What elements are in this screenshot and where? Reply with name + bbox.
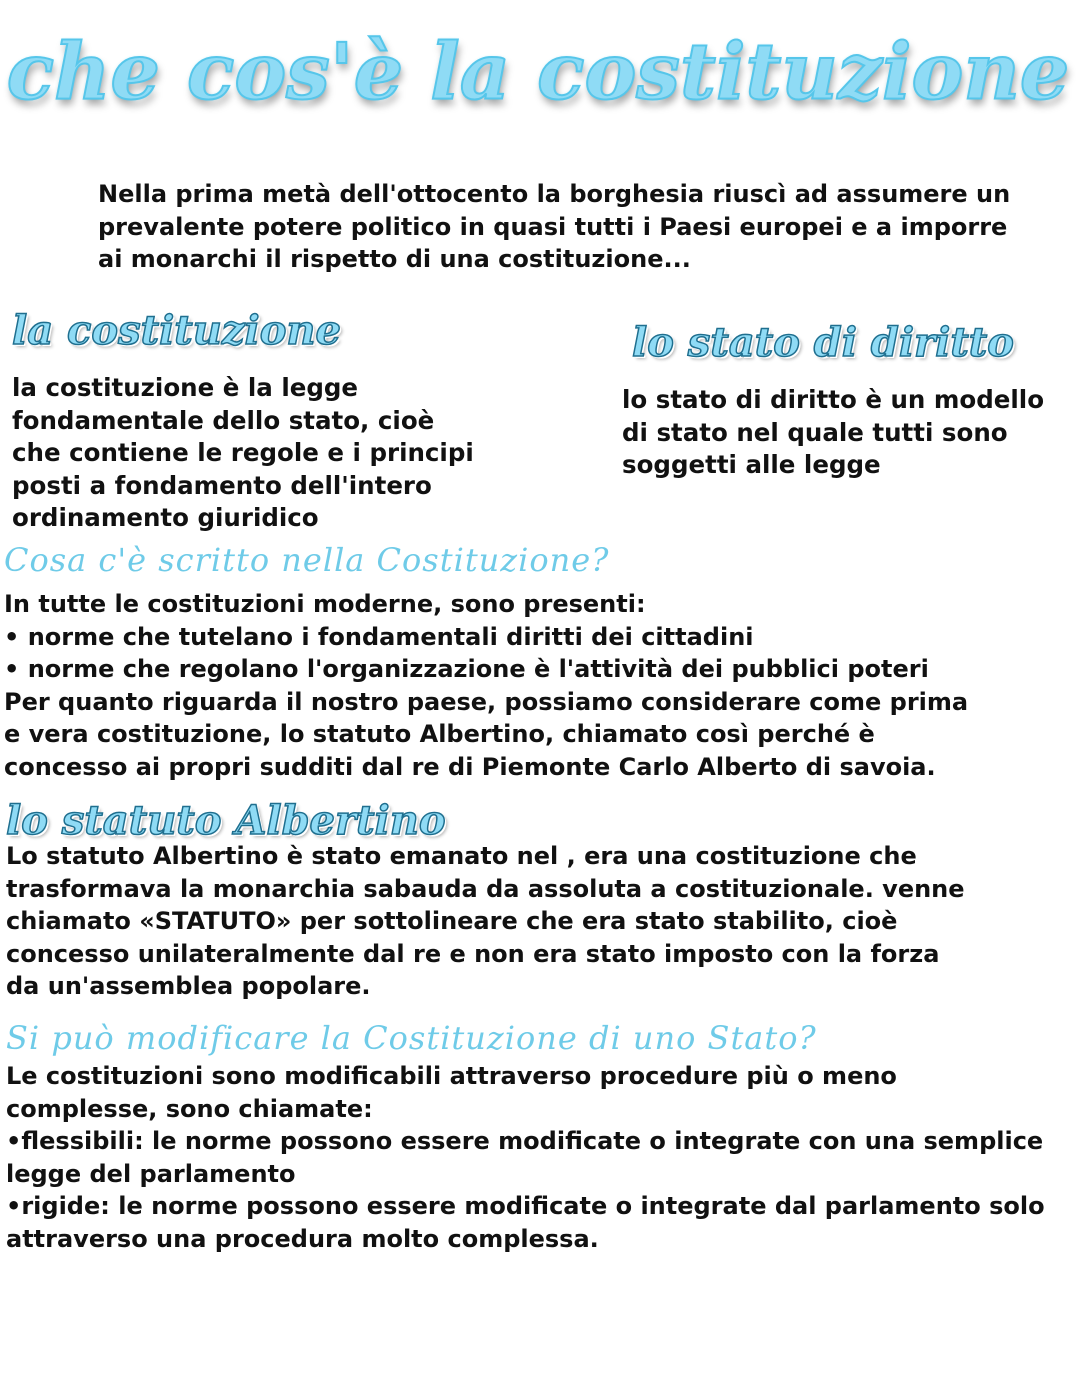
cosa-scritto-line: • norme che regolano l'organizzazione è l'attività dei pubblici poteri: [4, 655, 929, 683]
statuto-albertino-line: chiamato «STATUTO» per sottolineare che era stato stabilito, cioè: [6, 907, 898, 935]
modificare-line: •flessibili: le norme possono essere modificate o integrate con una semplice: [6, 1127, 1044, 1155]
cosa-scritto-line: In tutte le costituzioni moderne, sono presenti:: [4, 590, 646, 618]
costituzione-heading: la costituzione: [12, 307, 341, 354]
modificare-line: attraverso una procedura molto complessa.: [6, 1224, 599, 1253]
statuto-albertino-line: Lo statuto Albertino è stato emanato nel , era una costituzione che: [6, 842, 917, 870]
cosa-scritto-line: concesso ai propri sudditi dal re di Piemonte Carlo Alberto di savoia.: [4, 752, 936, 781]
statuto-albertino-line: concesso unilateralmente dal re e non era stato imposto con la forza: [6, 939, 940, 968]
statuto-albertino-paragraph: [6, 840, 965, 1003]
costituzione-line: che contiene le regole e i principi: [12, 438, 474, 467]
cosa-scritto-heading: Cosa c'è scritto nella Costituzione?: [4, 541, 610, 579]
costituzione-line: ordinamento giuridico: [12, 503, 319, 532]
stato-diritto-paragraph: [622, 384, 1044, 482]
stato-diritto-line: lo stato di diritto è un modello: [622, 385, 1045, 414]
modificare-line: Le costituzioni sono modificabili attraverso procedure più o meno: [6, 1062, 897, 1090]
cosa-scritto-paragraph: [4, 588, 968, 783]
modificare-paragraph: [6, 1060, 1045, 1255]
modificare-line: complesse, sono chiamate:: [6, 1094, 373, 1123]
modificare-line: legge del parlamento: [6, 1159, 296, 1188]
costituzione-paragraph: [12, 372, 474, 535]
statuto-albertino-line: trasformava la monarchia sabauda da assoluta a costituzionale. venne: [6, 874, 965, 903]
modificare-heading: Si può modificare la Costituzione di uno Stato?: [6, 1019, 817, 1057]
statuto-albertino-line: da un'assemblea popolare.: [6, 972, 371, 1000]
cosa-scritto-line: • norme che tutelano i fondamentali diritti dei cittadini: [4, 622, 754, 651]
cosa-scritto-line: e vera costituzione, lo statuto Albertino, chiamato così perché è: [4, 720, 875, 748]
page-title: che cos'è la costituzione: [6, 26, 1070, 118]
intro-line: prevalente potere politico in quasi tutti i Paesi europei e a imporre: [98, 212, 1008, 241]
statuto-albertino-heading: lo statuto Albertino: [6, 797, 446, 844]
stato-diritto-line: di stato nel quale tutti sono: [622, 417, 1008, 447]
cosa-scritto-line: Per quanto riguarda il nostro paese, possiamo considerare come prima: [4, 687, 969, 716]
stato-diritto-line: soggetti alle legge: [622, 450, 881, 479]
costituzione-line: posti a fondamento dell'intero: [12, 470, 432, 500]
costituzione-line: la costituzione è la legge: [12, 373, 359, 402]
intro-paragraph: [98, 178, 1010, 276]
intro-line: Nella prima metà dell'ottocento la borghesia riuscì ad assumere un: [98, 180, 1011, 208]
intro-line: ai monarchi il rispetto di una costituzione...: [98, 245, 691, 273]
stato-diritto-heading: lo stato di diritto: [632, 319, 1014, 366]
costituzione-line: fondamentale dello stato, cioè: [12, 405, 435, 435]
modificare-line: •rigide: le norme possono essere modificate o integrate dal parlamento solo: [6, 1192, 1045, 1220]
